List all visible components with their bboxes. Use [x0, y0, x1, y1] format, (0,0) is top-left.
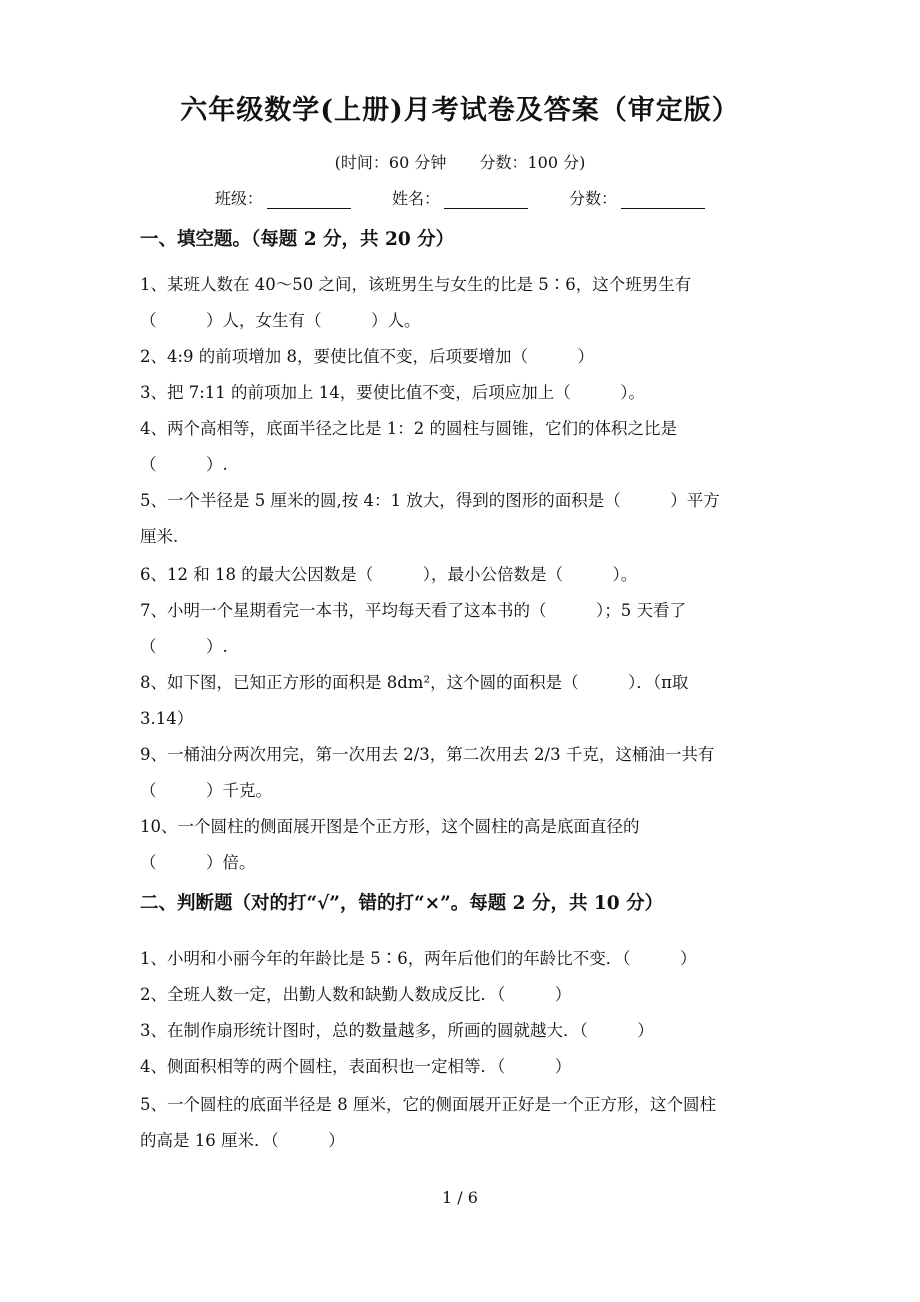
question-line: （ ）. — [140, 455, 228, 474]
question-line: 3、把 7:11 的前项加上 14，要使比值不变，后项应加上（ ）。 — [140, 383, 646, 402]
section2-heading: 二、判断题（对的打“√”，错的打“×”。每题 2 分，共 10 分） — [140, 893, 664, 914]
question-line: 6、12 和 18 的最大公因数是（ ），最小公倍数是（ ）。 — [140, 565, 638, 584]
exam-meta — [0, 150, 920, 173]
page-title: 六年级数学(上册)月考试卷及答案（审定版） — [180, 95, 740, 126]
question-line: 9、一桶油分两次用完，第一次用去 2/3，第二次用去 2/3 千克，这桶油一共有 — [140, 745, 715, 764]
class-field — [215, 186, 351, 209]
section1-heading: 一、填空题。（每题 2 分，共 20 分） — [140, 229, 455, 250]
question-line: 4、两个高相等，底面半径之比是 1：2 的圆柱与圆锥，它们的体积之比是 — [140, 419, 677, 438]
question-line: 2、4:9 的前项增加 8，要使比值不变，后项要增加（ ） — [140, 347, 595, 366]
question-line: 1、某班人数在 40～50 之间，该班男生与女生的比是 5∶6，这个班男生有 — [140, 275, 692, 294]
question-line: 的高是 16 厘米．（ ） — [140, 1131, 345, 1150]
score-label: 分数： — [569, 189, 618, 208]
class-blank[interactable] — [267, 190, 351, 209]
page-number: 1 / 6 — [442, 1188, 478, 1207]
score-field — [569, 186, 705, 209]
name-blank[interactable] — [444, 190, 528, 209]
score-blank[interactable] — [621, 190, 705, 209]
question-line: 2、全班人数一定，出勤人数和缺勤人数成反比．（ ） — [140, 985, 572, 1004]
question-line: 4、侧面积相等的两个圆柱，表面积也一定相等．（ ） — [140, 1057, 572, 1076]
question-line: （ ）倍。 — [140, 853, 256, 872]
question-line: （ ）人，女生有（ ）人。 — [140, 311, 421, 330]
question-line: 1、小明和小丽今年的年龄比是 5∶6，两年后他们的年龄比不变．（ ） — [140, 949, 697, 968]
name-field — [392, 186, 528, 209]
question-line: 10、一个圆柱的侧面展开图是个正方形，这个圆柱的高是底面直径的 — [140, 817, 640, 836]
student-info — [0, 186, 920, 209]
name-label: 姓名： — [391, 189, 440, 208]
question-line: （ ）. — [140, 637, 228, 656]
question-line: 5、一个半径是 5 厘米的圆,按 4：1 放大，得到的图形的面积是（ ）平方 — [140, 491, 720, 510]
question-line: 8、如下图，已知正方形的面积是 8dm²，这个圆的面积是（ ）．（π取 — [140, 673, 689, 692]
class-label: 班级： — [214, 189, 263, 208]
time-limit: (时间：60 分钟 — [334, 153, 447, 172]
question-line: 3、在制作扇形统计图时，总的数量越多，所画的圆就越大．（ ） — [140, 1021, 654, 1040]
total-score: 分数：100 分) — [479, 153, 586, 172]
question-line: 3.14） — [140, 709, 194, 728]
question-line: （ ）千克。 — [140, 781, 272, 800]
question-line: 5、一个圆柱的底面半径是 8 厘米，它的侧面展开正好是一个正方形，这个圆柱 — [140, 1095, 716, 1114]
question-line: 7、小明一个星期看完一本书，平均每天看了这本书的（ ）；5 天看了 — [140, 601, 686, 620]
question-line: 厘米. — [140, 527, 179, 546]
